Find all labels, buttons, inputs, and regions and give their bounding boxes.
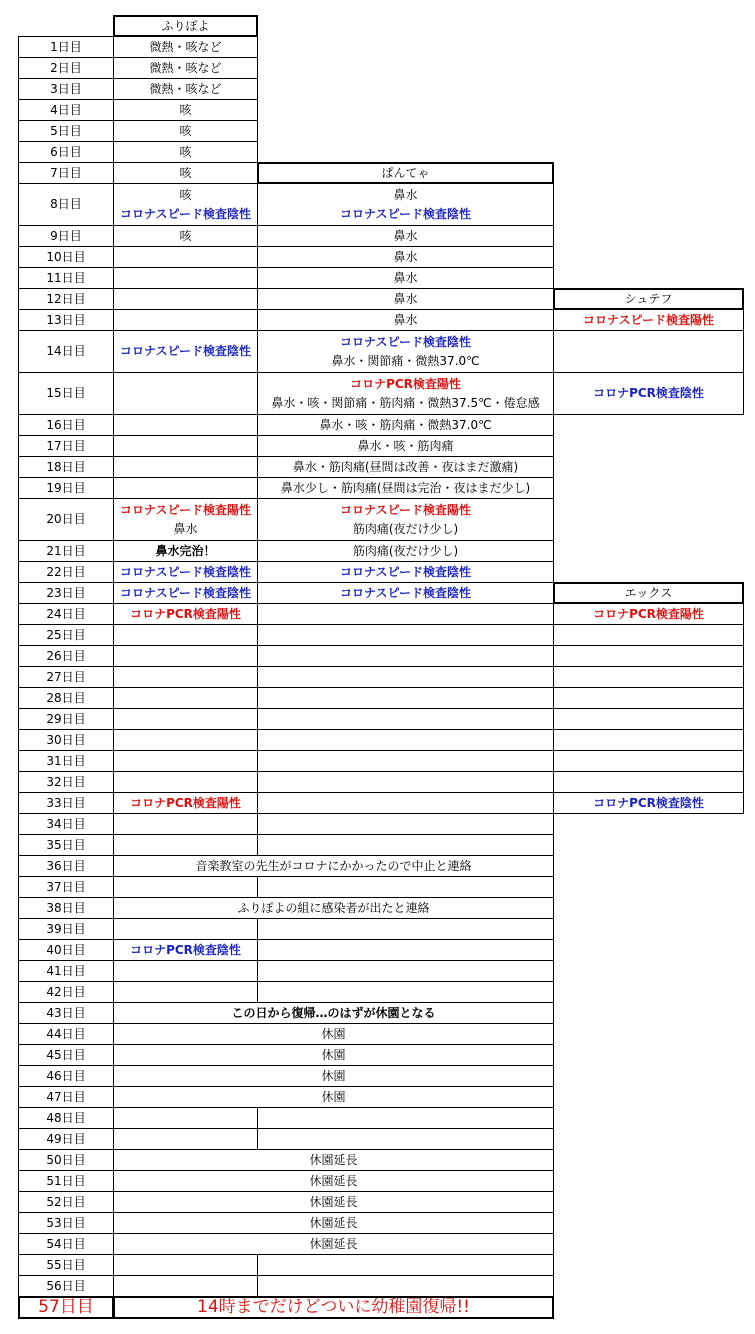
pantya-cell <box>257 225 554 247</box>
cell-text: 鼻水完治！ <box>155 543 216 558</box>
day-text: 16日目 <box>46 417 86 432</box>
day-label <box>18 414 114 436</box>
day-text: 34日目 <box>46 816 86 831</box>
cell-text: 休園延長 <box>309 1173 358 1188</box>
day-text: 42日目 <box>46 984 86 999</box>
day-label <box>18 1002 114 1024</box>
cell-text: 咳 <box>179 144 192 159</box>
shutefu-cell <box>553 330 744 373</box>
day-text: 9日目 <box>50 228 82 243</box>
furipoyo-cell <box>113 876 258 898</box>
day-text: 40日目 <box>46 942 86 957</box>
furipoyo-cell <box>113 498 258 541</box>
cell-text: 休園延長 <box>309 1215 358 1230</box>
cell-text: コロナPCR検査陰性 <box>130 942 241 957</box>
day-text: 46日目 <box>46 1068 86 1083</box>
day-text: 36日目 <box>46 858 86 873</box>
day-label <box>18 120 114 142</box>
furipoyo-cell <box>113 141 258 163</box>
header-label: エックス <box>624 585 673 600</box>
day-label <box>18 78 114 100</box>
pantya-cell <box>257 876 554 898</box>
day-label <box>18 876 114 898</box>
day-label <box>18 267 114 289</box>
furipoyo-cell <box>113 708 258 730</box>
ekkusu-cell <box>553 687 744 709</box>
pantya-cell <box>257 246 554 268</box>
cell-text: コロナスピード検査陰性 <box>119 344 252 358</box>
day-label <box>18 456 114 478</box>
day-text: 52日目 <box>46 1194 86 1209</box>
furipoyo-cell <box>113 813 258 835</box>
merged-note <box>113 1086 554 1108</box>
furipoyo-cell <box>113 834 258 856</box>
day-label <box>18 498 114 541</box>
furipoyo-cell <box>113 183 258 226</box>
cell-text: コロナPCR検査陰性 <box>593 795 704 810</box>
pantya-cell <box>257 477 554 499</box>
day-text: 19日目 <box>46 480 86 495</box>
day-text: 14日目 <box>46 344 86 358</box>
merged-note <box>113 1296 554 1319</box>
day-label <box>18 246 114 268</box>
day-text: 20日目 <box>46 512 86 526</box>
merged-note <box>113 1065 554 1087</box>
day-label <box>18 1296 114 1319</box>
day-label <box>18 1044 114 1066</box>
ekkusu-cell <box>553 750 744 772</box>
furipoyo-cell <box>113 78 258 100</box>
day-label <box>18 1128 114 1150</box>
furipoyo-cell <box>113 645 258 667</box>
day-label <box>18 540 114 562</box>
merged-note <box>113 855 554 877</box>
day-label <box>18 834 114 856</box>
day-text: 17日目 <box>46 438 86 453</box>
shutefu-cell <box>553 372 744 415</box>
day-label <box>18 225 114 247</box>
day-label <box>18 939 114 961</box>
furipoyo-cell <box>113 120 258 142</box>
cell-text: 鼻水 <box>393 249 418 264</box>
day-text: 53日目 <box>46 1215 86 1230</box>
furipoyo-cell <box>113 792 258 814</box>
merged-note <box>113 897 554 919</box>
day-text: 31日目 <box>46 753 86 768</box>
day-label <box>18 1023 114 1045</box>
pantya-cell <box>257 960 554 982</box>
pantya-cell <box>257 687 554 709</box>
cell-text: コロナスピード検査陰性 <box>119 585 252 600</box>
pantya-cell <box>257 981 554 1003</box>
cell-text: 筋肉痛(夜だけ少し) <box>352 543 459 558</box>
furipoyo-cell <box>113 1107 258 1129</box>
pantya-cell <box>257 288 554 310</box>
merged-note <box>113 1023 554 1045</box>
furipoyo-cell <box>113 939 258 961</box>
merged-note <box>113 1044 554 1066</box>
ekkusu-cell <box>553 624 744 646</box>
furipoyo-cell <box>113 687 258 709</box>
day-label <box>18 477 114 499</box>
cell-text: 咳 <box>179 187 192 202</box>
day-label <box>18 183 114 226</box>
furipoyo-cell <box>113 582 258 604</box>
cell-text: 鼻水・筋肉痛(昼間は改善・夜はまだ激痛) <box>292 459 519 474</box>
day-label <box>18 288 114 310</box>
cell-text: 休園延長 <box>309 1194 358 1209</box>
shutefu-cell <box>553 309 744 331</box>
day-text: 49日目 <box>46 1131 86 1146</box>
pantya-cell <box>257 372 554 415</box>
pantya-cell <box>257 645 554 667</box>
day-text: 7日目 <box>50 165 82 180</box>
day-label <box>18 981 114 1003</box>
day-text: 2日目 <box>50 60 82 75</box>
pantya-cell <box>257 183 554 226</box>
day-text: 10日目 <box>46 249 86 264</box>
furipoyo-cell <box>113 435 258 457</box>
pantya-cell <box>257 582 554 604</box>
furipoyo-cell <box>113 771 258 793</box>
furipoyo-cell <box>113 1254 258 1276</box>
cell-text: コロナスピード検査陽性 <box>339 502 472 517</box>
header-pantya <box>257 162 554 184</box>
day-text: 18日目 <box>46 459 86 474</box>
day-text: 27日目 <box>46 669 86 684</box>
day-text: 15日目 <box>46 386 86 400</box>
day-label <box>18 792 114 814</box>
pantya-cell <box>257 729 554 751</box>
day-text: 54日目 <box>46 1236 86 1251</box>
ekkusu-cell <box>553 771 744 793</box>
day-text: 45日目 <box>46 1047 86 1062</box>
cell-text: コロナスピード検査陰性 <box>339 564 472 579</box>
day-text: 25日目 <box>46 627 86 642</box>
pantya-cell <box>257 1107 554 1129</box>
cell-text: ふりぽよの組に感染者が出たと連絡 <box>237 900 430 915</box>
day-label <box>18 141 114 163</box>
day-label <box>18 1233 114 1255</box>
ekkusu-cell <box>553 645 744 667</box>
furipoyo-cell <box>113 1128 258 1150</box>
cell-text: 休園 <box>321 1047 346 1062</box>
day-label <box>18 771 114 793</box>
day-text: 21日目 <box>46 543 86 558</box>
cell-text: 鼻水 <box>393 312 418 327</box>
day-text: 55日目 <box>46 1257 86 1272</box>
day-label <box>18 1170 114 1192</box>
day-text: 13日目 <box>46 312 86 327</box>
day-text: 4日目 <box>50 102 82 117</box>
cell-text: 咳 <box>179 228 192 243</box>
cell-text: コロナスピード検査陽性 <box>582 312 715 327</box>
cell-text: 鼻水少し・筋肉痛(昼間は完治・夜はまだ少し) <box>280 480 531 495</box>
day-text: 38日目 <box>46 900 86 915</box>
day-label <box>18 57 114 79</box>
furipoyo-cell <box>113 309 258 331</box>
cell-text: 鼻水・咳・関節痛・筋肉痛・微熱37.5℃・倦怠感 <box>271 395 540 410</box>
furipoyo-cell <box>113 918 258 940</box>
header-furipoyo <box>113 15 258 37</box>
cell-text: 微熱・咳など <box>149 39 222 54</box>
cell-text: 休園延長 <box>309 1236 358 1251</box>
cell-text: 咳 <box>179 165 192 180</box>
day-label <box>18 582 114 604</box>
furipoyo-cell <box>113 414 258 436</box>
day-label <box>18 162 114 184</box>
furipoyo-cell <box>113 561 258 583</box>
day-label <box>18 624 114 646</box>
furipoyo-cell <box>113 330 258 373</box>
pantya-cell <box>257 1128 554 1150</box>
day-text: 39日目 <box>46 921 86 936</box>
furipoyo-cell <box>113 960 258 982</box>
pantya-cell <box>257 834 554 856</box>
furipoyo-cell <box>113 99 258 121</box>
day-label <box>18 36 114 58</box>
day-text: 8日目 <box>50 197 82 211</box>
header-label: ふりぽよ <box>161 18 210 33</box>
day-text: 11日目 <box>46 270 86 285</box>
cell-text: 鼻水 <box>393 291 418 306</box>
pantya-cell <box>257 750 554 772</box>
day-label <box>18 666 114 688</box>
pantya-cell <box>257 708 554 730</box>
ekkusu-cell <box>553 729 744 751</box>
merged-note <box>113 1233 554 1255</box>
pantya-cell <box>257 456 554 478</box>
day-label <box>18 1275 114 1297</box>
cell-text: 鼻水・咳・筋肉痛・微熱37.0℃ <box>319 417 492 432</box>
day-text: 43日目 <box>46 1005 86 1020</box>
furipoyo-cell <box>113 1275 258 1297</box>
cell-text: 鼻水・咳・筋肉痛 <box>357 438 454 453</box>
pantya-cell <box>257 540 554 562</box>
pantya-cell <box>257 603 554 625</box>
pantya-cell <box>257 267 554 289</box>
cell-text: 休園延長 <box>309 1152 358 1167</box>
day-label <box>18 99 114 121</box>
day-label <box>18 750 114 772</box>
day-text: 23日目 <box>46 585 86 600</box>
day-text: 24日目 <box>46 606 86 621</box>
day-label <box>18 897 114 919</box>
merged-note <box>113 1170 554 1192</box>
ekkusu-cell <box>553 708 744 730</box>
day-label <box>18 330 114 373</box>
day-label <box>18 1254 114 1276</box>
cell-text: この日から復帰…のはずが休園となる <box>231 1005 436 1020</box>
day-label <box>18 708 114 730</box>
pantya-cell <box>257 918 554 940</box>
day-label <box>18 561 114 583</box>
day-label <box>18 1191 114 1213</box>
pantya-cell <box>257 1275 554 1297</box>
pantya-cell <box>257 309 554 331</box>
cell-text: コロナPCR検査陰性 <box>593 386 704 400</box>
day-label <box>18 813 114 835</box>
day-text: 56日目 <box>46 1278 86 1293</box>
header-label: シュテフ <box>624 291 673 306</box>
day-text: 22日目 <box>46 564 86 579</box>
furipoyo-cell <box>113 540 258 562</box>
header-ekkusu <box>553 582 744 604</box>
day-text: 47日目 <box>46 1089 86 1104</box>
day-text: 6日目 <box>50 144 82 159</box>
day-text: 26日目 <box>46 648 86 663</box>
day-label <box>18 729 114 751</box>
day-label <box>18 309 114 331</box>
day-text: 44日目 <box>46 1026 86 1041</box>
pantya-cell <box>257 498 554 541</box>
furipoyo-cell <box>113 267 258 289</box>
cell-text: 筋肉痛(夜だけ少し) <box>352 521 459 536</box>
merged-note <box>113 1191 554 1213</box>
day-text: 37日目 <box>46 879 86 894</box>
day-label <box>18 645 114 667</box>
furipoyo-cell <box>113 729 258 751</box>
merged-note <box>113 1002 554 1024</box>
day-text: 28日目 <box>46 690 86 705</box>
furipoyo-cell <box>113 225 258 247</box>
pantya-cell <box>257 792 554 814</box>
pantya-cell <box>257 771 554 793</box>
cell-text: コロナPCR検査陽性 <box>350 376 461 391</box>
cell-text: 微熱・咳など <box>149 81 222 96</box>
furipoyo-cell <box>113 36 258 58</box>
day-label <box>18 1107 114 1129</box>
header-shutefu <box>553 288 744 310</box>
day-text: 32日目 <box>46 774 86 789</box>
day-label <box>18 603 114 625</box>
furipoyo-cell <box>113 750 258 772</box>
day-label <box>18 1065 114 1087</box>
furipoyo-cell <box>113 477 258 499</box>
pantya-cell <box>257 414 554 436</box>
day-text: 12日目 <box>46 291 86 306</box>
day-label <box>18 435 114 457</box>
day-label <box>18 1212 114 1234</box>
day-text: 41日目 <box>46 963 86 978</box>
furipoyo-cell <box>113 624 258 646</box>
day-text: 29日目 <box>46 711 86 726</box>
day-text: 5日目 <box>50 123 82 138</box>
furipoyo-cell <box>113 603 258 625</box>
day-label <box>18 687 114 709</box>
cell-text: コロナPCR検査陽性 <box>593 606 704 621</box>
day-text: 57日目 <box>38 1297 94 1317</box>
furipoyo-cell <box>113 372 258 415</box>
cell-text: コロナPCR検査陽性 <box>130 795 241 810</box>
pantya-cell <box>257 666 554 688</box>
cell-text: 咳 <box>179 102 192 117</box>
pantya-cell <box>257 939 554 961</box>
cell-text: 微熱・咳など <box>149 60 222 75</box>
furipoyo-cell <box>113 57 258 79</box>
pantya-cell <box>257 624 554 646</box>
day-text: 3日目 <box>50 81 82 96</box>
cell-text: コロナスピード検査陰性 <box>339 334 472 349</box>
day-text: 35日目 <box>46 837 86 852</box>
pantya-cell <box>257 435 554 457</box>
cell-text: 休園 <box>321 1026 346 1041</box>
furipoyo-cell <box>113 666 258 688</box>
cell-text: コロナスピード検査陽性 <box>119 502 252 517</box>
furipoyo-cell <box>113 456 258 478</box>
day-text: 33日目 <box>46 795 86 810</box>
day-label <box>18 372 114 415</box>
ekkusu-cell <box>553 603 744 625</box>
cell-text: 休園 <box>321 1089 346 1104</box>
cell-text: 鼻水 <box>393 270 418 285</box>
ekkusu-cell <box>553 792 744 814</box>
cell-text: 休園 <box>321 1068 346 1083</box>
day-text: 30日目 <box>46 732 86 747</box>
furipoyo-cell <box>113 246 258 268</box>
pantya-cell <box>257 1254 554 1276</box>
day-label <box>18 960 114 982</box>
furipoyo-cell <box>113 162 258 184</box>
pantya-cell <box>257 561 554 583</box>
cell-text: 14時までだけどついに幼稚園復帰!! <box>197 1297 470 1317</box>
ekkusu-cell <box>553 666 744 688</box>
day-text: 1日目 <box>50 39 82 54</box>
cell-text: 鼻水・関節痛・微熱37.0℃ <box>331 353 480 368</box>
header-label: ぱんてゃ <box>381 165 430 180</box>
cell-text: 音楽教室の先生がコロナにかかったので中止と連絡 <box>195 858 472 873</box>
cell-text: 鼻水 <box>393 187 418 202</box>
merged-note <box>113 1212 554 1234</box>
cell-text: コロナPCR検査陽性 <box>130 606 241 621</box>
day-label <box>18 1149 114 1171</box>
pantya-cell <box>257 813 554 835</box>
cell-text: 咳 <box>179 123 192 138</box>
cell-text: コロナスピード検査陰性 <box>339 206 472 221</box>
cell-text: コロナスピード検査陰性 <box>119 564 252 579</box>
day-label <box>18 855 114 877</box>
day-label <box>18 1086 114 1108</box>
day-text: 51日目 <box>46 1173 86 1188</box>
cell-text: 鼻水 <box>393 228 418 243</box>
day-text: 50日目 <box>46 1152 86 1167</box>
pantya-cell <box>257 330 554 373</box>
furipoyo-cell <box>113 288 258 310</box>
day-label <box>18 918 114 940</box>
merged-note <box>113 1149 554 1171</box>
cell-text: コロナスピード検査陰性 <box>339 585 472 600</box>
furipoyo-cell <box>113 981 258 1003</box>
cell-text: 鼻水 <box>173 521 198 536</box>
day-text: 48日目 <box>46 1110 86 1125</box>
cell-text: コロナスピード検査陰性 <box>119 206 252 221</box>
